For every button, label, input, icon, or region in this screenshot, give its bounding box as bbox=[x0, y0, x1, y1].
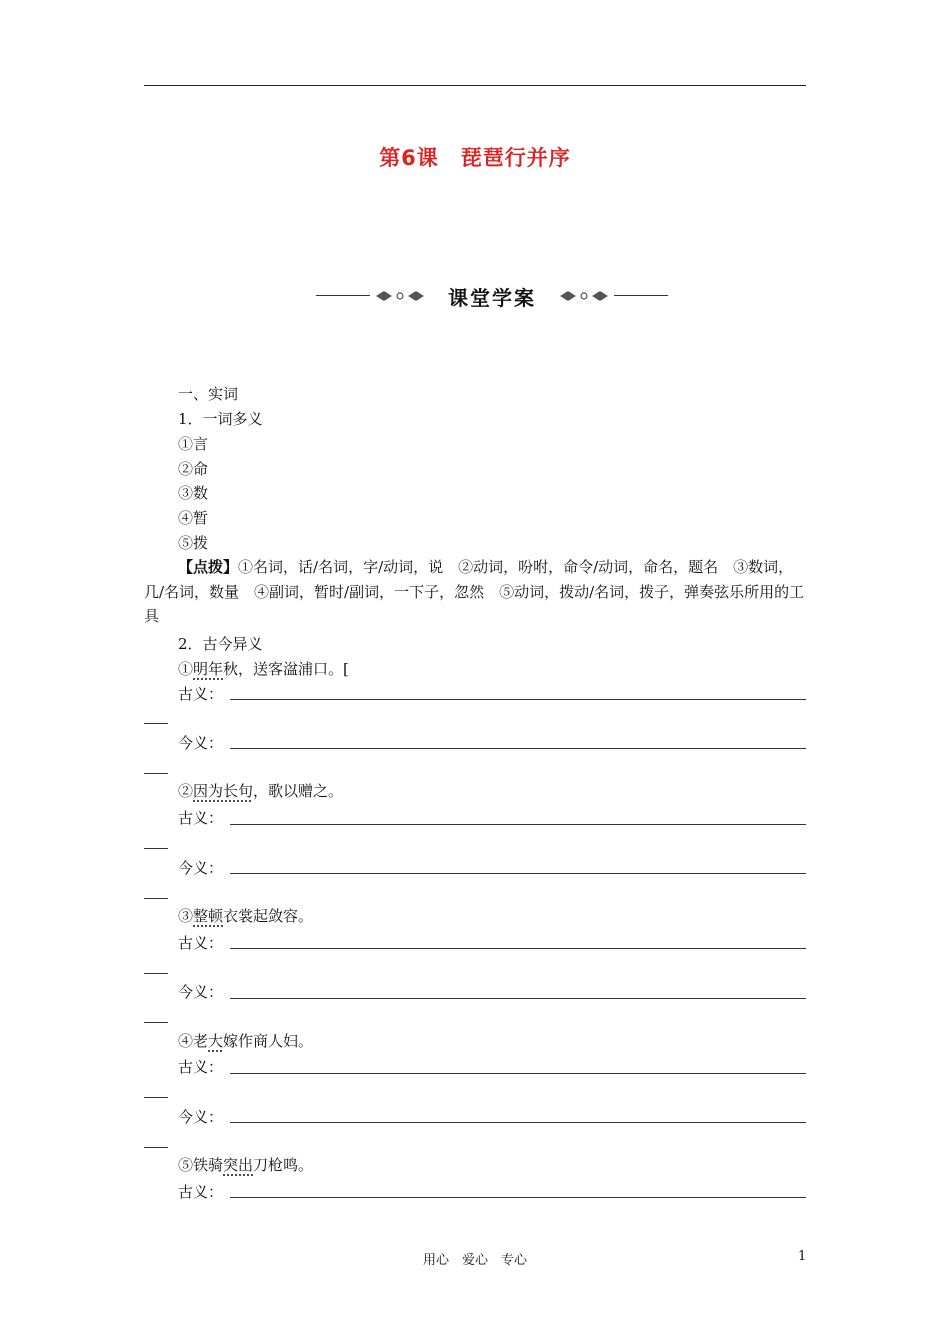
banner-ornament-right-icon bbox=[554, 289, 614, 303]
hint-paragraph bbox=[144, 555, 806, 629]
sentence-1 bbox=[178, 659, 349, 679]
gu-label: 古义： bbox=[178, 1183, 224, 1201]
hint-label: 【点拨】 bbox=[178, 558, 239, 576]
answer-line[interactable] bbox=[230, 1197, 806, 1198]
list-item: ④暂 bbox=[178, 509, 209, 527]
sentence-number: ④ bbox=[178, 1032, 194, 1050]
sentence-rest: ，歌以赠之。 bbox=[253, 782, 344, 800]
section-banner bbox=[316, 279, 668, 313]
answer-line-stub bbox=[144, 898, 168, 899]
gu-label: 古义： bbox=[178, 1058, 224, 1076]
gu-label: 古义： bbox=[178, 685, 224, 703]
emphasized-word: 明年 bbox=[193, 660, 224, 678]
sentence-4 bbox=[178, 1031, 313, 1051]
subheading-yiciduoyi: 1．一词多义 bbox=[178, 410, 263, 428]
sentence-number: ⑤ bbox=[178, 1156, 194, 1174]
answer-line[interactable] bbox=[230, 948, 806, 949]
page-title: 第6课 琵琶行并序 bbox=[379, 146, 571, 170]
jin-label: 今义： bbox=[178, 734, 224, 752]
answer-line[interactable] bbox=[230, 1122, 806, 1123]
answer-line[interactable] bbox=[230, 748, 806, 749]
sentence-number: ③ bbox=[178, 907, 194, 925]
emphasized-word: 突出 bbox=[223, 1156, 254, 1174]
sentence-rest: 刀枪鸣。 bbox=[253, 1156, 314, 1174]
heading-shici: 一、实词 bbox=[178, 385, 239, 403]
sentence-prefix: 铁骑 bbox=[193, 1156, 224, 1174]
sentence-rest: 秋，送客湓浦口。[ bbox=[223, 660, 349, 678]
sentence-rest: 嫁作商人妇。 bbox=[223, 1032, 314, 1050]
hint-text: ①名词，话/名词，字/动词，说 ②动词，吩咐，命令/动词，命名，题名 ③数词，几/名词，数量 ④副词，暂时/副词，一下子，忽然 ⑤动词，拨动/名词，拨子，弹奏弦乐所用的工具 bbox=[144, 558, 805, 625]
list-item: ①言 bbox=[178, 435, 209, 453]
sentence-number: ② bbox=[178, 782, 194, 800]
sentence-number: ① bbox=[178, 660, 194, 678]
list-item: ③数 bbox=[178, 484, 209, 502]
emphasized-word: 整顿 bbox=[193, 907, 224, 925]
answer-line[interactable] bbox=[230, 998, 806, 999]
sentence-2 bbox=[178, 781, 343, 801]
section-banner-text: 课堂学案 bbox=[448, 286, 536, 310]
header-rule bbox=[144, 85, 806, 86]
gu-label: 古义： bbox=[178, 809, 224, 827]
answer-line[interactable] bbox=[230, 699, 806, 700]
answer-line-stub bbox=[144, 848, 168, 849]
answer-line[interactable] bbox=[230, 873, 806, 874]
list-item: ⑤拨 bbox=[178, 534, 209, 552]
sentence-rest: 衣裳起敛容。 bbox=[223, 907, 314, 925]
subheading-gujinyiyi: 2．古今异义 bbox=[178, 635, 263, 653]
emphasized-word: 因为长句 bbox=[193, 782, 254, 800]
answer-line-stub bbox=[144, 723, 168, 724]
answer-line-stub bbox=[144, 773, 168, 774]
list-item: ②命 bbox=[178, 460, 209, 478]
gu-label: 古义： bbox=[178, 934, 224, 952]
answer-line-stub bbox=[144, 1147, 168, 1148]
banner-line-right bbox=[614, 295, 668, 296]
emphasized-word: 大 bbox=[208, 1032, 224, 1050]
page-number: 1 bbox=[798, 1249, 807, 1264]
answer-line-stub bbox=[144, 1097, 168, 1098]
jin-label: 今义： bbox=[178, 859, 224, 877]
sentence-3 bbox=[178, 906, 313, 926]
jin-label: 今义： bbox=[178, 1108, 224, 1126]
answer-line[interactable] bbox=[230, 824, 806, 825]
answer-line-stub bbox=[144, 1022, 168, 1023]
answer-line-stub bbox=[144, 973, 168, 974]
sentence-5 bbox=[178, 1155, 313, 1175]
answer-line[interactable] bbox=[230, 1073, 806, 1074]
footer-motto: 用心 爱心 专心 bbox=[422, 1253, 527, 1268]
jin-label: 今义： bbox=[178, 983, 224, 1001]
sentence-prefix: 老 bbox=[193, 1032, 209, 1050]
